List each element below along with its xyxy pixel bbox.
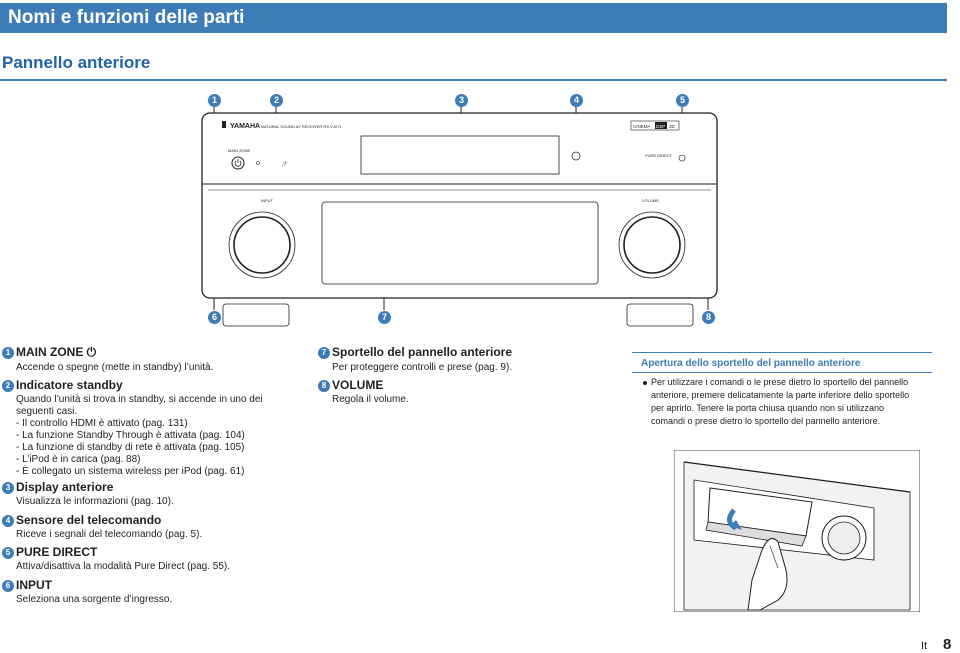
brand-logo: YAMAHA: [230, 123, 261, 130]
item-title: PURE DIRECT: [16, 545, 98, 559]
page-title: Nomi e funzioni delle parti: [8, 7, 245, 28]
front-panel-door: [322, 202, 598, 284]
callout-1: 1: [208, 94, 221, 107]
aside-text: anteriore, premere delicatamente la parte inferiore dello sportello: [651, 390, 910, 400]
aside-text: Per utilizzare i comandi o le prese dietro lo sportello del pannello: [651, 377, 909, 387]
aside-title-rule: [632, 372, 932, 373]
item-text: Accende o spegne (mette in standby) l’unità.: [16, 362, 214, 373]
item-text: - Il controllo HDMI è attivato (pag. 131): [16, 418, 188, 429]
item-number: 7: [318, 347, 330, 359]
svg-text:PURE DIRECT: PURE DIRECT: [645, 153, 673, 158]
aside-title: Apertura dello sportello del pannello anteriore: [641, 358, 861, 369]
svg-text:MAIN ZONE: MAIN ZONE: [228, 148, 251, 153]
item-title: Indicatore standby: [16, 378, 123, 392]
item-title: INPUT: [16, 578, 52, 592]
section-title: Pannello anteriore: [2, 53, 151, 72]
item-number: 1: [2, 347, 14, 359]
item-number: 8: [318, 380, 330, 392]
item-title: MAIN ZONE ⏻: [16, 345, 97, 359]
svg-text:3D: 3D: [669, 124, 675, 129]
item-title: Sportello del pannello anteriore: [332, 345, 513, 359]
callout-7: 7: [378, 311, 391, 324]
door-opening-illustration: [674, 450, 920, 612]
item-number: 3: [2, 482, 14, 494]
item-text: - La funzione Standby Through è attivata (pag. 104): [16, 430, 245, 441]
aside-text: per aprirlo. Tenere la porta chiusa quando non si utilizzano: [651, 403, 884, 413]
svg-text:INPUT: INPUT: [261, 198, 273, 203]
item-text: Quando l’unità si trova in standby, si accende in uno dei: [16, 394, 263, 405]
callout-2: 2: [270, 94, 283, 107]
item-title: Display anteriore: [16, 480, 114, 494]
aside-bullet-icon: [643, 381, 647, 385]
svg-text:ℱ: ℱ: [282, 162, 287, 168]
item-number: 6: [2, 580, 14, 592]
remote-sensor: [572, 152, 580, 160]
item-title: VOLUME: [332, 378, 384, 392]
item-text: - L’iPod è in carica (pag. 88): [16, 454, 141, 465]
item-text: - È collegato un sistema wireless per iPod (pag. 61): [16, 466, 245, 477]
item-text: Per proteggere controlli e prese (pag. 9).: [332, 362, 513, 373]
item-text: Visualizza le informazioni (pag. 10).: [16, 496, 174, 507]
item-number: 2: [2, 380, 14, 392]
svg-text:CINEMA: CINEMA: [633, 124, 651, 129]
callout-8: 8: [702, 311, 715, 324]
item-text: seguenti casi.: [16, 406, 78, 417]
item-text: Regola il volume.: [332, 394, 409, 405]
callout-4: 4: [570, 94, 583, 107]
aside-top-rule: [632, 352, 932, 353]
item-title: Sensore del telecomando: [16, 513, 162, 527]
footer-language: It: [921, 640, 928, 652]
item-text: - La funzione di standby di rete è attivata (pag. 105): [16, 442, 245, 453]
item-text: Riceve i segnali del telecomando (pag. 5).: [16, 529, 203, 540]
callout-3: 3: [455, 94, 468, 107]
item-number: 4: [2, 515, 14, 527]
svg-text:VOLUME: VOLUME: [642, 198, 659, 203]
aside-text: comandi o prese dietro lo sportello del pannello anteriore.: [651, 416, 881, 426]
item-number: 5: [2, 547, 14, 559]
item-text: Attiva/disattiva la modalità Pure Direct (pag. 55).: [16, 561, 230, 572]
page-number: 8: [943, 636, 952, 653]
model-text: NATURAL SOUND AV RECEIVER RX-V1071: [261, 124, 342, 129]
item-text: Seleziona una sorgente d’ingresso.: [16, 594, 173, 605]
svg-text:DSP: DSP: [656, 124, 666, 129]
callout-6: 6: [208, 311, 221, 324]
callout-5: 5: [676, 94, 689, 107]
